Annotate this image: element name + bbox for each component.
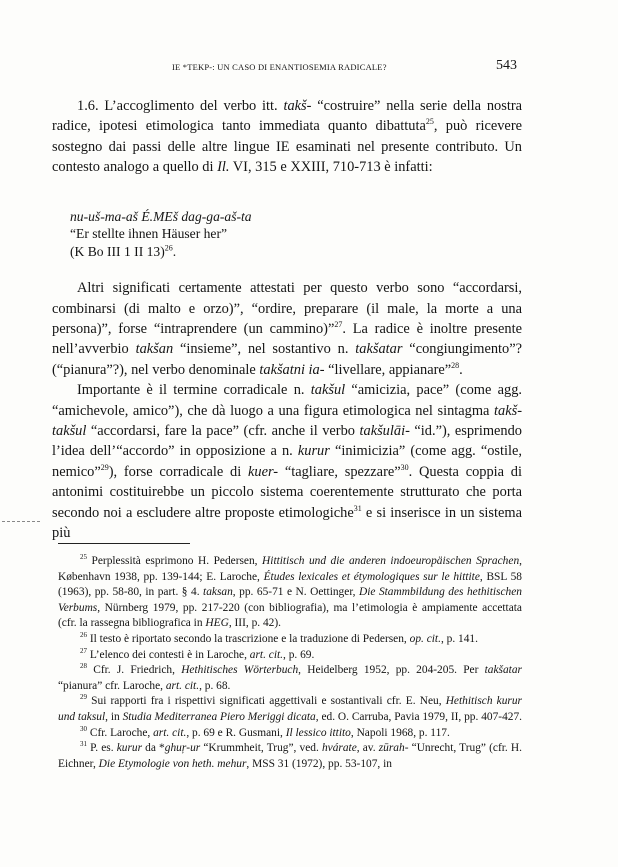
footnote-28: $^{28}$ Cfr. J. Friedrich, Hethitisches Wörterbuch, Heidelberg 1952, pp. 204-205. Per takšatar “pianura” cfr. Laroche, art. cit., p. 68. [58,662,522,692]
footnote-ref-29[interactable]: 29 [100,462,109,472]
footnote-ref-30[interactable]: 30 [400,462,409,472]
footnote-ref-28[interactable]: 28 [451,360,460,370]
footnote-mark: 29 [80,693,87,702]
footnote-mark: 31 [80,740,87,749]
footnote-31: $^{31}$ P. es. kurur da *ghuŗ-ur “Krummheit, Trug”, ved. hvárate, av. zūrah- “Unrecht, Trug” (cfr. H. Eichner, Die Etymologie von heth. mehur, MSS 31 (1972), pp. 53-107, in [58,740,522,770]
paragraph-other-meanings: Altri significati certamente attestati per questo verbo sono “accordarsi, combinarsi (di malto e orzo)”, “ordire, preparare (il male, la morte a una persona)”, forse “intraprendere (un cammino)”$^{27}$. La radice è inoltre presente nell’avverbio takšan “insieme”, nel sostantivo n. takšatar “congiungimento”? (“pianura”?), nel verbo denominale takšatni ia- “livellare, appianare”$^{28}$. [52,280,522,378]
footnote-ref-31[interactable]: 31 [353,503,362,513]
hittite-example [70,208,522,261]
paragraph-taksul: Importante è il termine corradicale n. takšul “amicizia, pace” (come agg. “amichevole, amico”), che dà luogo a una figura etimologica nel sintagma takš- takšul “accordarsi, fare la pace” (cfr. anche il verbo takšulāi- “id.”), esprimendo l’idea dell’“accordo” in opposizione a n. kurur “inimicizia” (come agg. “ostile, nemico”$^{29}$), forse corradicale di kuer- “tagliare, spezzare”$^{30}$. Questa coppia di antonimi costituirebbe un piccolo sistema coerentemente strutturato che porta secondo noi a escludere altre proposte etimologiche$^{31}$ e si inserisce in un sistema più [52,382,523,541]
footnote-ref-26[interactable]: 26 [164,243,173,253]
section-number: 1.6. [77,98,99,114]
footnote-25: $^{25}$ Perplessità esprimono H. Pedersen, Hittitisch und die anderen indoeuropäischen Sprachen, København 1938, pp. 139-144; E. Laroche, Études lexicales et étymologiques sur le hittite, BSL 58 (1963), pp. 58-80, in part. § 4. taksan, pp. 65-71 e N. Oettinger, Die Stammbildung des hethitischen Verbums, Nürnberg 1979, pp. 217-220 (con bibliografia), ma l’etimologia è ampiamente accettata (cfr. la rassegna bibliografica in HEG, III, p. 42). [58,553,522,630]
footnote-26: $^{26}$ Il testo è riportato secondo la trascrizione e la traduzione di Pedersen, op. cit., p. 141. [80,631,478,645]
paragraph-1-6: 1.6. L’accoglimento del verbo itt. takš- “costruire” nella serie della nostra radice, ipotesi etimologica tanto immediata quanto dibattuta$^{25}$, può ricevere sostegno dai passi delle altre lingue IE esaminati nel presente contributo. Un contesto analogo a quello di Il. VI, 315 e XXIII, 710-713 è infatti: [52,98,522,176]
footnote-29: $^{29}$ Sui rapporti fra i rispettivi significati aggettivali e sostantivali cfr. E. Neu, Hethitisch kurur und taksul, in Studia Mediterranea Piero Meriggi dicata, ed. O. Carruba, Pavia 1979, II, pp. 407-427. [58,693,523,723]
footnote-ref-27[interactable]: 27 [334,320,343,330]
example-translation: “Er stellte ihnen Häuser her” [70,226,228,242]
footnote-mark: 26 [80,631,87,640]
footnote-27: $^{27}$ L’elenco dei contesti è in Laroche, art. cit., p. 69. [80,646,315,661]
footnote-30: $^{30}$ Cfr. Laroche, art. cit., p. 69 e R. Gusmani, Il lessico ittito, Napoli 1968, p. 117. [80,724,450,739]
footnotes [58,554,522,772]
main-text [52,96,522,543]
footnote-mark: 27 [80,646,87,655]
page-number: 543 [496,58,517,73]
footnote-mark: 30 [80,724,87,733]
margin-scan-mark [2,521,40,522]
example-source: (K Bo III 1 II 13)$^{26}$. [70,243,177,259]
running-head: IE *TEKP-: UN CASO DI ENANTIOSEMIA RADICALE? [172,62,387,72]
footnote-mark: 25 [80,553,87,562]
footnote-ref-25[interactable]: 25 [425,117,434,127]
footnote-mark: 28 [80,662,87,671]
example-transliteration: nu-uš-ma-aš É.MEš dag-ga-aš-ta [70,208,252,224]
footnote-separator [58,543,190,544]
